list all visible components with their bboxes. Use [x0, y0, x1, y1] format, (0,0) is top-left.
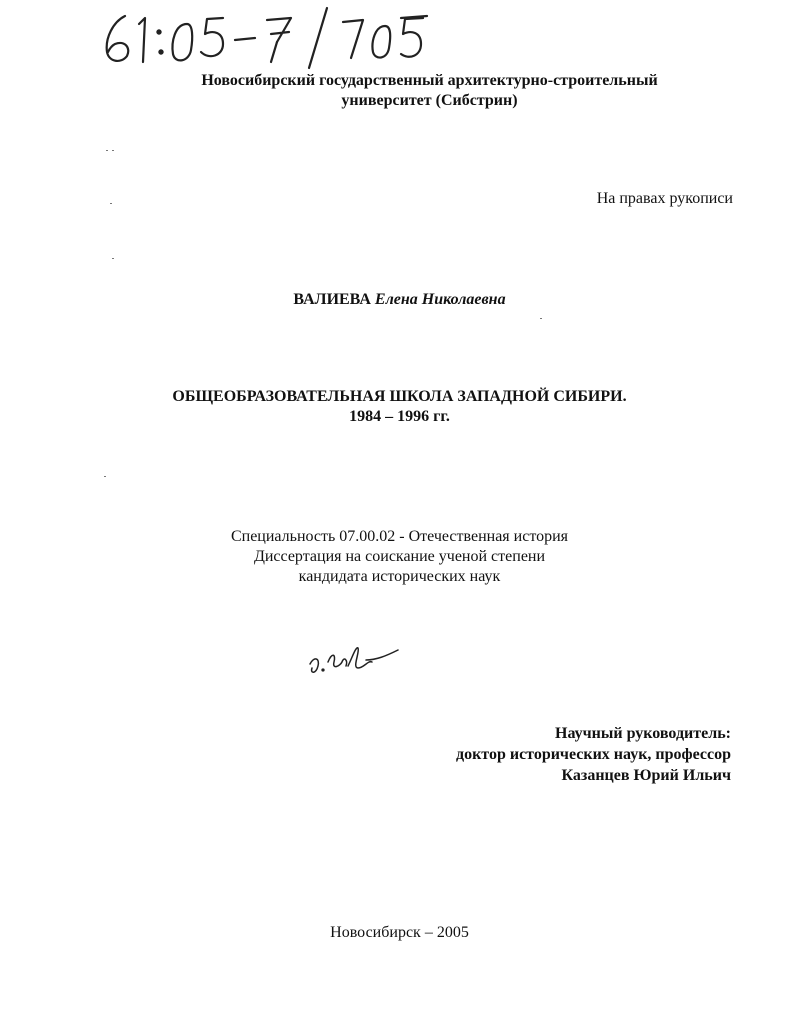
specialty-line-2: Диссертация на соискание ученой степени — [253, 548, 546, 565]
advisor-heading: Научный руководитель: — [555, 725, 731, 742]
scan-speck — [112, 150, 114, 151]
author-signature — [306, 640, 406, 680]
scan-speck — [540, 318, 542, 319]
advisor-name: Казанцев Юрий Ильич — [561, 767, 731, 784]
title-line-2: 1984 – 1996 гг. — [349, 408, 450, 425]
specialty-line-3: кандидата исторических наук — [298, 568, 501, 585]
institution-name — [30, 71, 799, 111]
scan-speck — [106, 150, 108, 151]
handwritten-archive-code — [95, 2, 435, 72]
title-line-1: ОБЩЕОБРАЗОВАТЕЛЬНАЯ ШКОЛА ЗАПАДНОЙ СИБИРИ. — [172, 388, 627, 405]
author-given-names: Елена Николаевна — [374, 291, 506, 308]
specialty-block — [0, 527, 799, 587]
dissertation-title — [0, 387, 799, 427]
author-name — [0, 290, 799, 310]
city-year: Новосибирск – 2005 — [330, 924, 469, 941]
rights-note: На правах рукописи — [596, 190, 733, 207]
scan-speck — [104, 476, 106, 477]
scan-speck — [110, 203, 112, 204]
author-surname: ВАЛИЕВА — [293, 291, 371, 308]
scientific-advisor — [456, 723, 731, 786]
institution-line-1: Новосибирский государственный архитектурно-строительный — [201, 72, 658, 89]
scan-speck — [112, 258, 114, 259]
advisor-degree: доктор исторических наук, профессор — [455, 746, 731, 763]
signature-drawing — [306, 640, 406, 680]
institution-line-2: университет (Сибстрин) — [341, 92, 518, 109]
handwritten-archive-code-drawing — [95, 2, 435, 72]
specialty-line-1: Специальность 07.00.02 - Отечественная история — [230, 528, 569, 545]
